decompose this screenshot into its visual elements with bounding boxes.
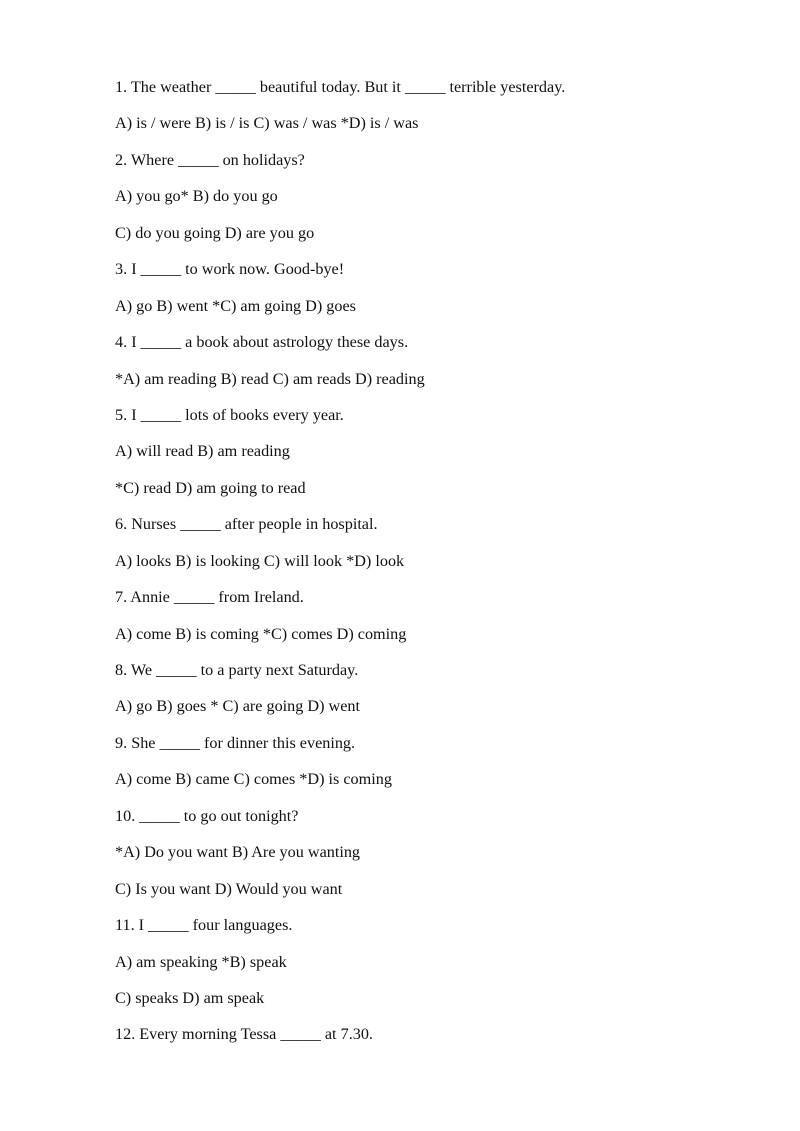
question-5-options-a-b: A) will read B) am reading [115,442,290,461]
question-5-options-c-d: *C) read D) am going to read [115,478,306,497]
question-7-text: 7. Annie _____ from Ireland. [115,588,304,607]
question-1-text: 1. The weather _____ beautiful today. But it _____ terrible yesterday. [115,78,566,96]
question-10-options-c-d: C) Is you want D) Would you want [115,879,343,898]
question-1-options: A) is / were B) is / is C) was / was *D) is / was [115,114,419,133]
question-8-options: A) go B) goes * C) are going D) went [115,697,361,716]
question-5-text: 5. I _____ lots of books every year. [115,405,344,424]
question-3-text: 3. I _____ to work now. Good-bye! [115,260,345,279]
question-7-options: A) come B) is coming *C) comes D) coming [115,624,407,643]
question-2-options-a-b: A) you go* B) do you go [115,187,278,206]
question-10-text: 10. _____ to go out tonight? [115,806,299,825]
question-2-options-c-d: C) do you going D) are you go [115,223,315,242]
question-6-text: 6. Nurses _____ after people in hospital. [115,515,378,534]
question-11-text: 11. I _____ four languages. [115,916,293,935]
question-3-options: A) go B) went *C) am going D) goes [115,296,356,315]
question-6-options: A) looks B) is looking C) will look *D) look [115,551,405,570]
question-9-text: 9. She _____ for dinner this evening. [115,733,356,752]
question-4-options: *A) am reading B) read C) am reads D) reading [115,369,425,388]
question-11-options-a-b: A) am speaking *B) speak [115,952,287,971]
question-10-options-a-b: *A) Do you want B) Are you wanting [115,843,361,862]
question-list [115,75,765,1059]
question-4-text: 4. I _____ a book about astrology these days. [115,333,409,352]
question-9-options: A) come B) came C) comes *D) is coming [115,770,392,789]
question-12-text: 12. Every morning Tessa _____ at 7.30. [115,1025,373,1044]
question-2-text: 2. Where _____ on holidays? [115,150,305,169]
question-8-text: 8. We _____ to a party next Saturday. [115,661,359,679]
question-11-options-c-d: C) speaks D) am speak [115,988,265,1007]
